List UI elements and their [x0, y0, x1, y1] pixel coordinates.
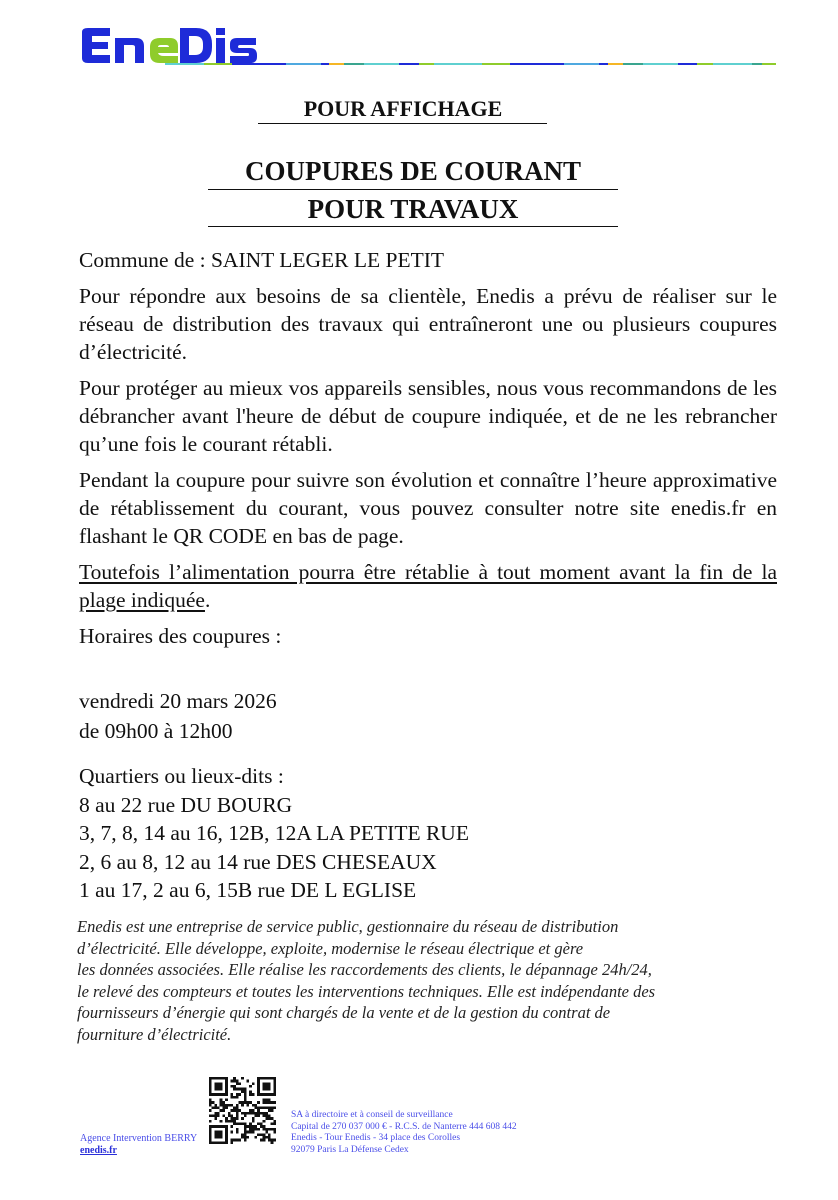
outage-date: vendredi 20 mars 2026: [79, 689, 277, 713]
website-link[interactable]: enedis.fr: [80, 1145, 117, 1156]
qr-code-icon[interactable]: [209, 1077, 276, 1144]
company-line: SA à directoire et à conseil de surveillance: [291, 1110, 453, 1120]
title-rule-2: [208, 226, 618, 227]
places-label: Quartiers ou lieux-dits :: [79, 764, 284, 788]
place-item: 1 au 17, 2 au 6, 15B rue DE L EGLISE: [79, 878, 417, 902]
logo-color-rule: [165, 63, 776, 65]
warning-underlined-text: Toutefois l’alimentation pourra être rétablie à tout moment avant la fin de la plage indiquée: [79, 560, 777, 612]
legal-line: le relevé des compteurs et toutes les interventions techniques. Elle est indépendante des: [77, 981, 656, 1001]
agency-name: Agence Intervention BERRY: [80, 1133, 198, 1144]
outage-schedule: [79, 686, 277, 746]
affichage-heading: POUR AFFICHAGE: [303, 96, 503, 121]
enedis-logo-icon: [80, 24, 258, 66]
page-title-line1: COUPURES DE COURANT: [244, 156, 582, 186]
warning-period: .: [204, 588, 211, 612]
company-line: 92079 Paris La Défense Cedex: [291, 1144, 409, 1155]
affected-places: [79, 762, 469, 905]
paragraph-protect-devices: Pour protéger au mieux vos appareils sensibles, nous vous recommandons de les débrancher avant l'heure de début de coupure indiquée, et de ne les rebrancher qu’une fois le courant rétabli.: [79, 376, 777, 456]
qr-code-graphic: [209, 1077, 276, 1144]
horaires-label: Horaires des coupures :: [79, 624, 282, 648]
affichage-underline: [258, 123, 547, 124]
page-title-line2: POUR TRAVAUX: [307, 194, 519, 224]
paragraph-follow-outage: Pendant la coupure pour suivre son évolution et connaître l’heure approximative de rétablissement du courant, vous pouvez consulter notre site enedis.fr en flashant le QR CODE en bas de page.: [79, 468, 777, 548]
legal-line: d’électricité. Elle développe, exploite, modernise le réseau électrique et gère: [77, 938, 584, 958]
outage-time: de 09h00 à 12h00: [79, 719, 233, 743]
paragraph-needs: Pour répondre aux besoins de sa clientèle, Enedis a prévu de réaliser sur le réseau de distribution des travaux qui entraîneront une ou plusieurs coupures d’électricité.: [79, 284, 777, 364]
notice-body: [79, 246, 777, 658]
place-item: 3, 7, 8, 14 au 16, 12B, 12A LA PETITE RUE: [79, 821, 469, 845]
company-line: Capital de 270 037 000 € - R.C.S. de Nanterre 444 608 442: [291, 1121, 517, 1132]
legal-line: les données associées. Elle réalise les raccordements des clients, le dépannage 24h/24,: [77, 960, 652, 979]
footer-agency: [80, 1133, 197, 1157]
company-line: Enedis - Tour Enedis - 34 place des Corolles: [291, 1133, 461, 1143]
legal-line: fournisseurs d’énergie qui sont chargés de la vente et de la gestion du contrat de: [77, 1003, 611, 1022]
enedis-legal-notice: [77, 916, 797, 1045]
paragraph-warning: [79, 558, 777, 614]
legal-line: Enedis est une entreprise de service public, gestionnaire du réseau de distribution: [77, 917, 619, 936]
place-item: 8 au 22 rue DU BOURG: [79, 792, 293, 817]
commune-line: Commune de : SAINT LEGER LE PETIT: [79, 248, 445, 272]
title-rule-1: [208, 189, 618, 190]
enedis-logo: [80, 24, 258, 66]
footer-company-info: [291, 1110, 517, 1156]
place-item: 2, 6 au 8, 12 au 14 rue DES CHESEAUX: [79, 849, 437, 874]
legal-line: fourniture d’électricité.: [77, 1024, 232, 1044]
